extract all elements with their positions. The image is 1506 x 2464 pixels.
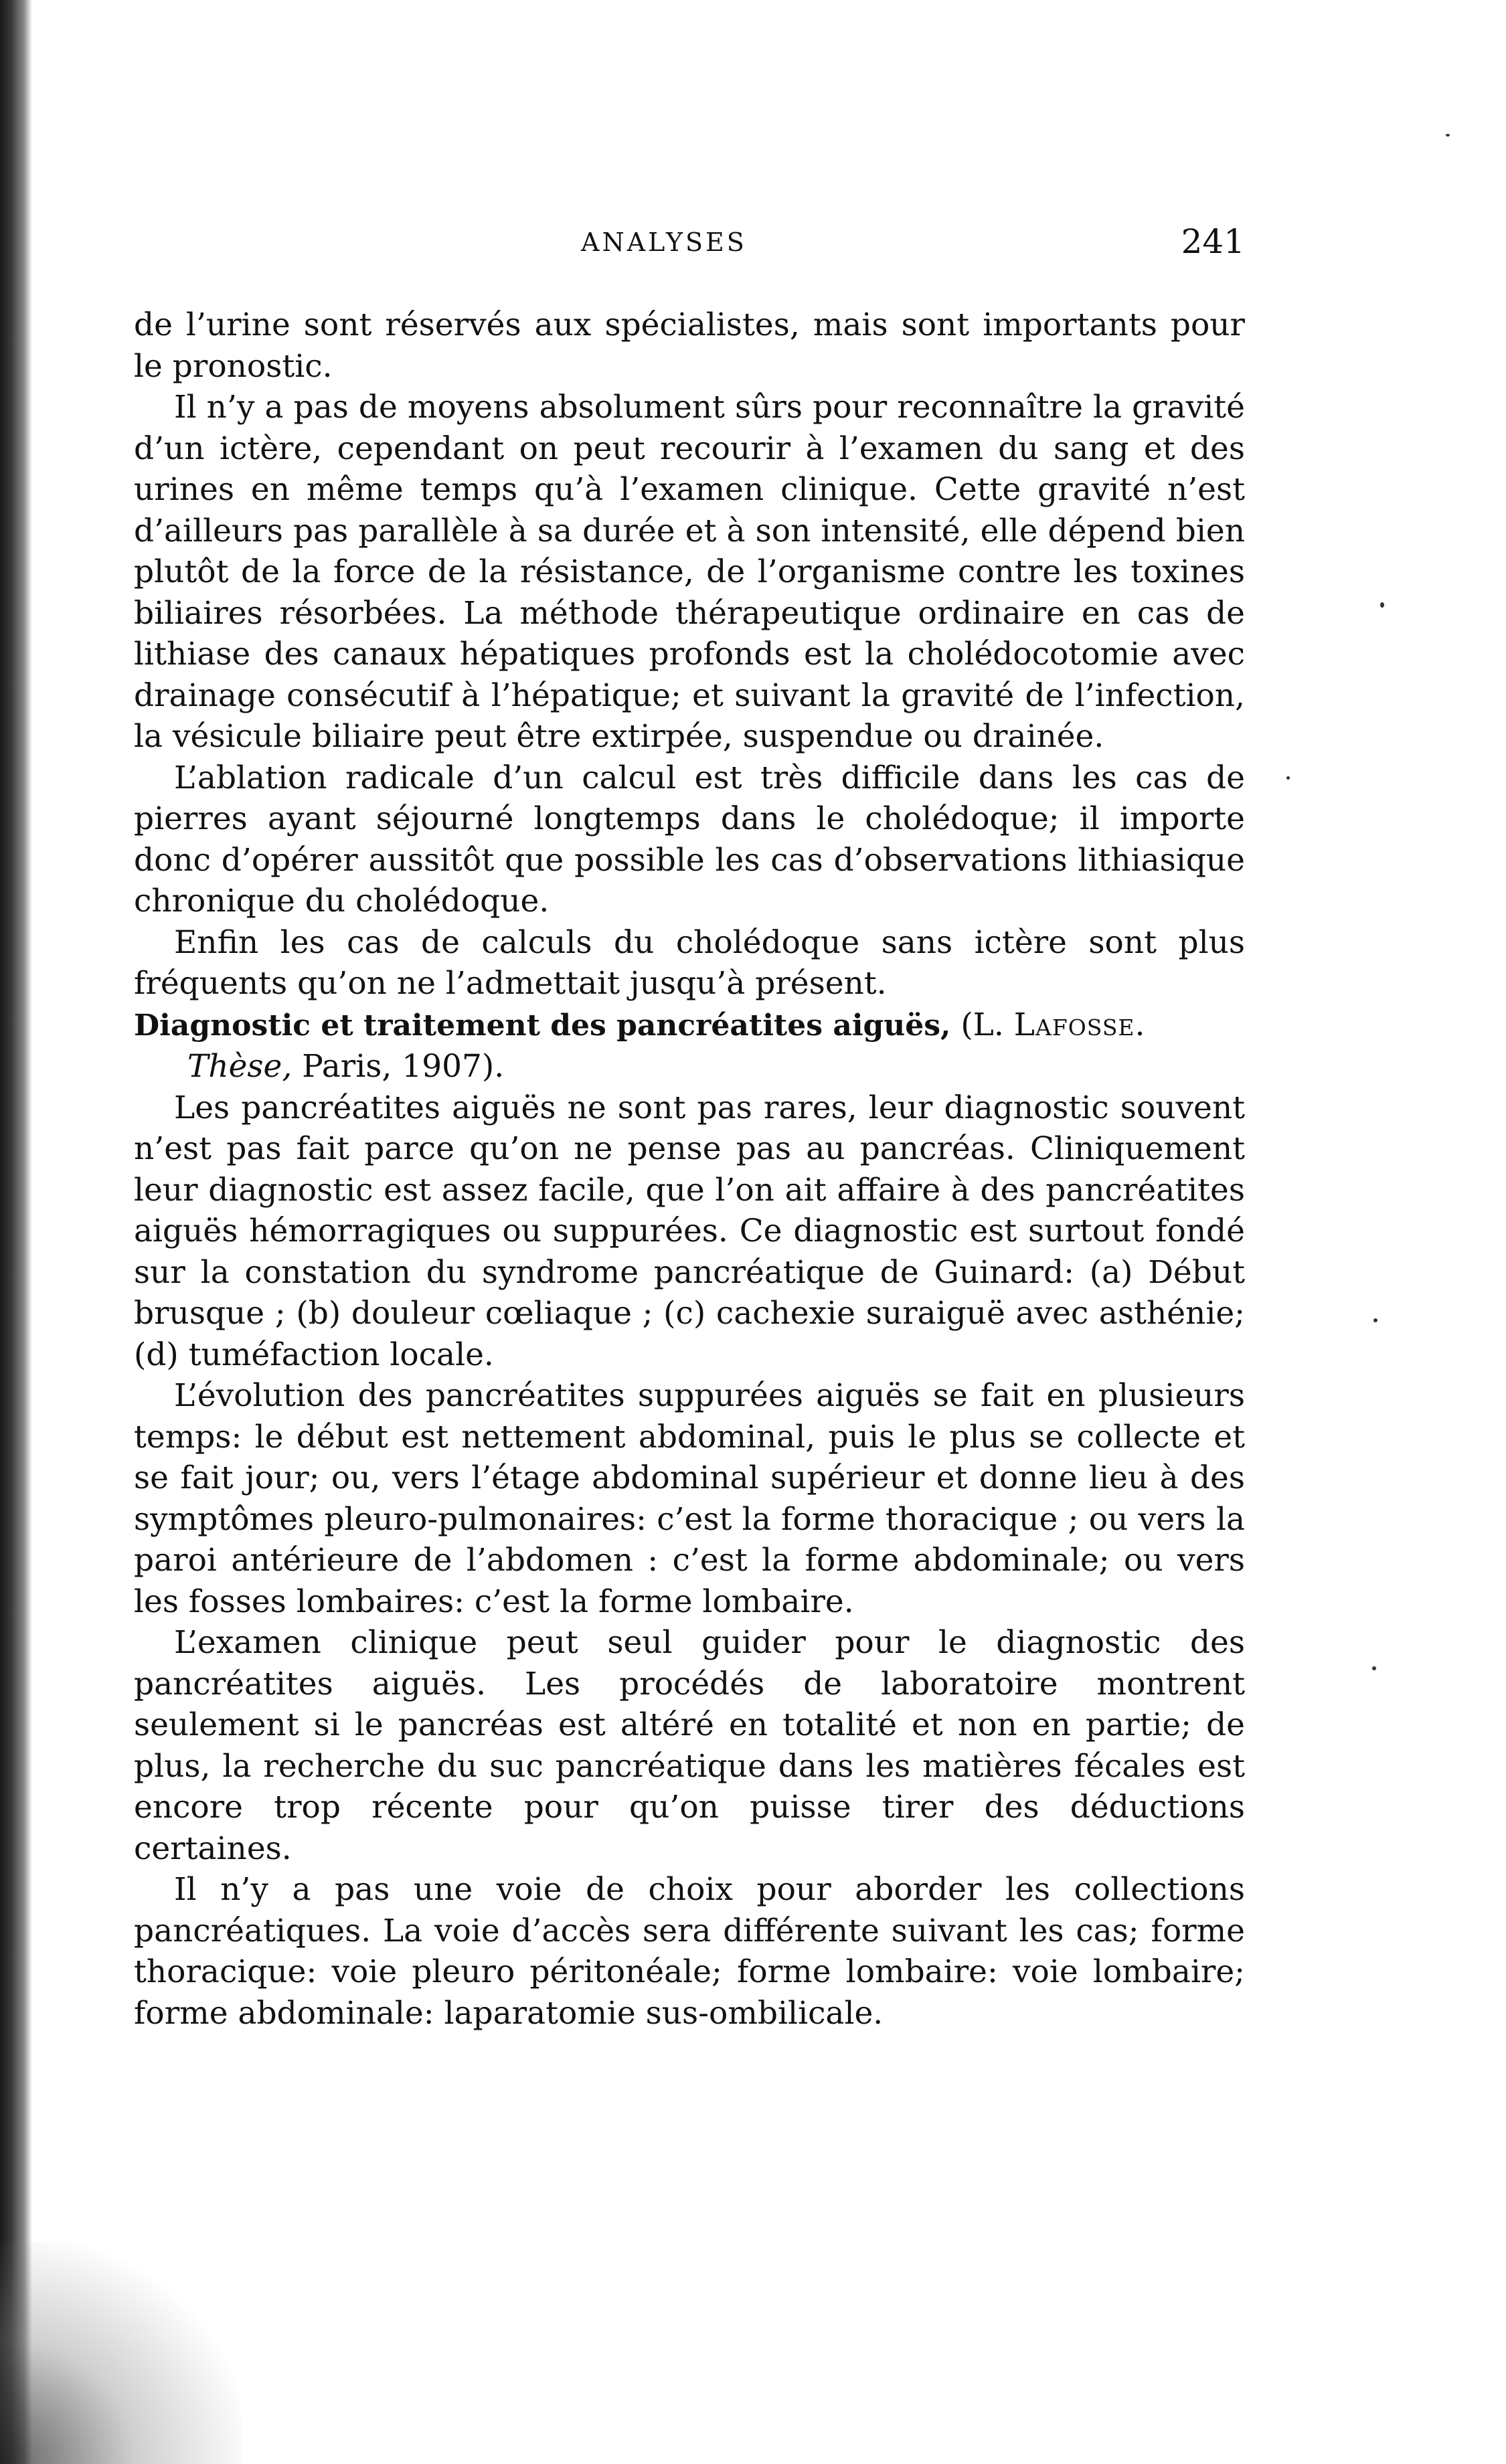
page-header	[134, 222, 1245, 268]
paragraph: de l’urine sont réservés aux spécialistes, mais sont importants pour le pronostic.	[134, 306, 1245, 385]
paragraph: Il n’y a pas de moyens absolument sûrs pour reconnaître la gravité d’un ictère, cependant on peut recourir à l’examen du sang et des urines en même temps qu’à l’examen clinique. Cette gravité n’est d’ailleurs pas parallèle à sa durée et à son intensité, elle dépend bien plutôt de la force de la résistance, de l’organisme contre les toxines biliaires résorbées. La méthode thérapeutique ordinaire en cas de lithiase des canaux hépatiques profonds est la cholédocotomie avec drainage consécutif à l’hépatique; et suivant la gravité de l’infection, la vésicule biliaire peut être extirpée, suspendue ou drainée.	[134, 389, 1245, 755]
article-heading	[134, 1004, 1245, 1087]
running-title: ANALYSES	[581, 228, 747, 257]
body-text	[134, 304, 1245, 2034]
article-source	[134, 1046, 1245, 1087]
paragraph: Les pancréatites aiguës ne sont pas rares, leur diagnostic souvent n’est pas fait parce qu’on ne pense pas au pancréas. Cliniquement leur diagnostic est assez facile, que l’on ait affaire à des pancréatites aiguës hémorragiques ou suppurées. Ce diagnostic est surtout fondé sur la constation du syndrome pancréatique de Guinard: (a) Début brusque ; (b) douleur cœliaque ; (c) cachexie suraiguë avec asthénie; (d) tuméfaction locale.	[134, 1089, 1245, 1373]
print-speck	[1372, 1666, 1376, 1670]
print-speck	[1380, 602, 1384, 608]
print-speck	[1373, 1318, 1377, 1322]
article-title: Diagnostic et traitement des pancréatites aiguës,	[134, 1008, 951, 1043]
paragraph: L’ablation radicale d’un calcul est très difficile dans les cas de pierres ayant séjourné longtemps dans le cholédoque; il importe donc d’opérer aussitôt que possible les cas d’observations lithiasique chronique du cholédoque.	[134, 759, 1245, 919]
article-thesis: Thèse,	[187, 1048, 292, 1085]
print-speck	[1286, 776, 1290, 780]
page-number: 241	[1181, 222, 1245, 261]
print-speck	[1446, 134, 1450, 137]
paragraph: L’examen clinique peut seul guider pour le diagnostic des pancréatites aiguës. Les procédés de laboratoire montrent seulement si le pancréas est altéré en totalité et non en partie; de plus, la recherche du suc pancréatique dans les matières fécales est encore trop récente pour qu’on puisse tirer des déductions certaines.	[134, 1624, 1245, 1867]
corner-shadow	[0, 2242, 241, 2464]
paragraph: Il n’y a pas une voie de choix pour aborder les collections pancréatiques. La voie d’accès sera différente suivant les cas; forme thoracique: voie pleuro péritonéale; forme lombaire: voie lombaire; forme abdominale: laparatomie sus-ombilicale.	[134, 1871, 1245, 2032]
binding-shadow	[0, 0, 32, 2464]
article-author: Lafosse.	[1013, 1006, 1146, 1043]
article-place-year: Paris, 1907).	[302, 1048, 505, 1085]
paragraph: L’évolution des pancréatites suppurées aiguës se fait en plusieurs temps: le début est nettement abdominal, puis le plus se collecte et se fait jour; ou, vers l’étage abdominal supérieur et donne lieu à des symptômes pleuro-pulmonaires: c’est la forme thoracique ; ou vers la paroi antérieure de l’abdomen : c’est la forme abdominale; ou vers les fosses lombaires: c’est la forme lombaire.	[134, 1377, 1245, 1620]
author-open: (L.	[960, 1006, 1004, 1043]
paragraph: Enfin les cas de calculs du cholédoque sans ictère sont plus fréquents qu’on ne l’admettait jusqu’à présent.	[134, 923, 1245, 1002]
